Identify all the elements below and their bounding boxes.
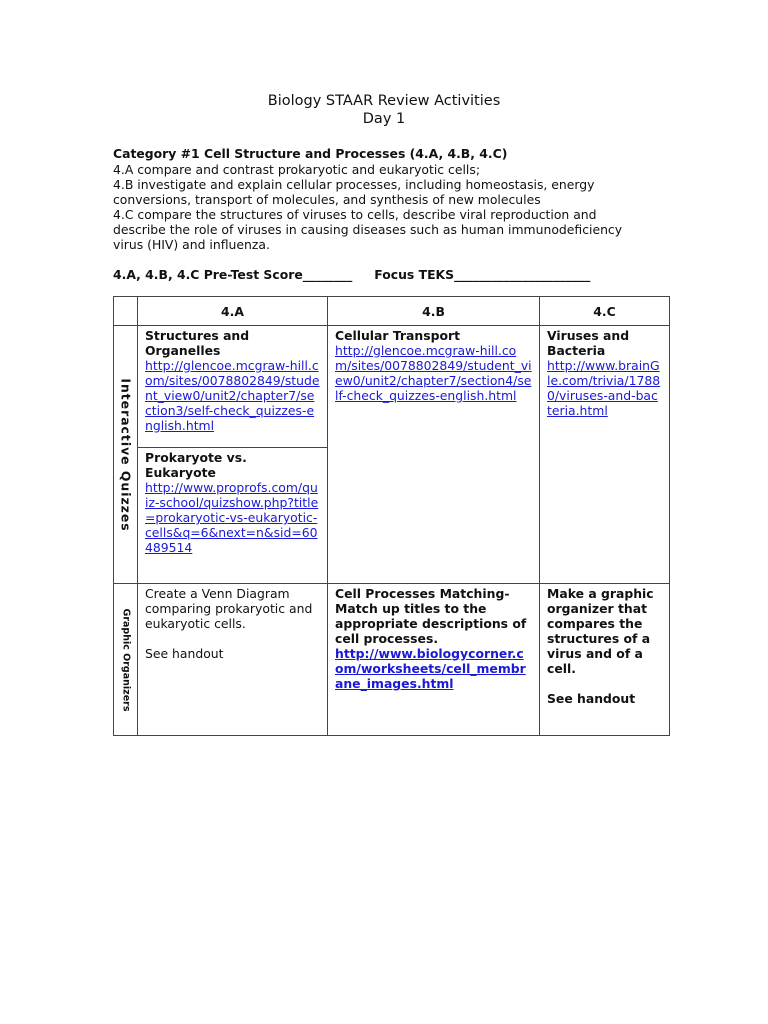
quiz-4b-link[interactable]: http://glencoe.mcgraw-hill.com/sites/0078802849/student_view0/unit2/chapter7/section4/self-check_quizzes-english.html [335, 343, 532, 403]
org-4a-text: Create a Venn Diagram comparing prokaryotic and eukaryotic cells. [145, 586, 313, 631]
quiz-4a-prokaryote [138, 448, 327, 559]
org-4c-text: Make a graphic organizer that compares the structures of a virus and of a cell. [547, 586, 654, 676]
quiz-4a-1-title: Structures and Organelles [145, 328, 250, 358]
document-subtitle: Day 1 [362, 111, 406, 127]
row-label-quizzes [114, 326, 138, 584]
organizer-cell-4a [138, 584, 328, 736]
column-header-4a: 4.A [138, 297, 328, 326]
quiz-4c-link[interactable]: http://www.brainGle.com/trivia/17880/viruses-and-bacteria.html [547, 358, 661, 418]
document-title: Biology STAAR Review Activities [267, 93, 501, 109]
standards-section [113, 146, 633, 252]
organizer-cell-4c [540, 584, 670, 736]
quiz-cell-4c [540, 326, 670, 584]
column-header-4c: 4.C [540, 297, 670, 326]
organizer-cell-4b [328, 584, 540, 736]
quizzes-label: Interactive Quizzes [118, 377, 133, 532]
quiz-4a-structures [138, 326, 327, 448]
quiz-cell-4b [328, 326, 540, 584]
column-header-4b: 4.B [328, 297, 540, 326]
quizzes-row [114, 326, 670, 584]
standard-4b: 4.B investigate and explain cellular processes, including homeostasis, energy conversions, transport of molecules, and synthesis of new molecules [113, 177, 595, 207]
quiz-4c-title: Viruses and Bacteria [547, 328, 630, 358]
table-header-row [114, 297, 670, 326]
quiz-4a-2-title: Prokaryote vs. Eukaryote [145, 450, 247, 480]
standard-4a: 4.A compare and contrast prokaryotic and eukaryotic cells; [113, 162, 480, 177]
organizers-row [114, 584, 670, 736]
activities-table [113, 296, 670, 736]
pretest-score-field: 4.A, 4.B, 4.C Pre-Test Score________ [113, 267, 353, 282]
row-label-organizers [114, 584, 138, 736]
corner-cell [114, 297, 138, 326]
score-line [113, 267, 590, 282]
org-4c-note: See handout [547, 691, 636, 706]
organizers-label: Graphic Organizers [120, 608, 131, 711]
org-4a-note: See handout [145, 646, 224, 661]
standard-4c: 4.C compare the structures of viruses to cells, describe viral reproduction and describe the role of viruses in causing diseases such as human immunodeficiency virus (HIV) and influenza. [113, 207, 623, 252]
quiz-cell-4a [138, 326, 328, 584]
org-4b-link[interactable]: http://www.biologycorner.com/worksheets/cell_membrane_images.html [335, 646, 526, 691]
quiz-4a-2-link[interactable]: http://www.proprofs.com/quiz-school/quizshow.php?title=prokaryotic-vs-eukaryotic-cells&q=6&next=n&sid=60489514 [145, 480, 319, 555]
focus-teks-field: Focus TEKS______________________ [374, 267, 591, 282]
category-heading: Category #1 Cell Structure and Processes (4.A, 4.B, 4.C) [113, 146, 508, 161]
org-4b-text: Cell Processes Matching- Match up titles to the appropriate descriptions of cell processes. [335, 586, 527, 646]
quiz-4a-1-link[interactable]: http://glencoe.mcgraw-hill.com/sites/0078802849/student_view0/unit2/chapter7/section3/self-check_quizzes-english.html [145, 358, 320, 433]
quiz-4b-title: Cellular Transport [335, 328, 461, 343]
